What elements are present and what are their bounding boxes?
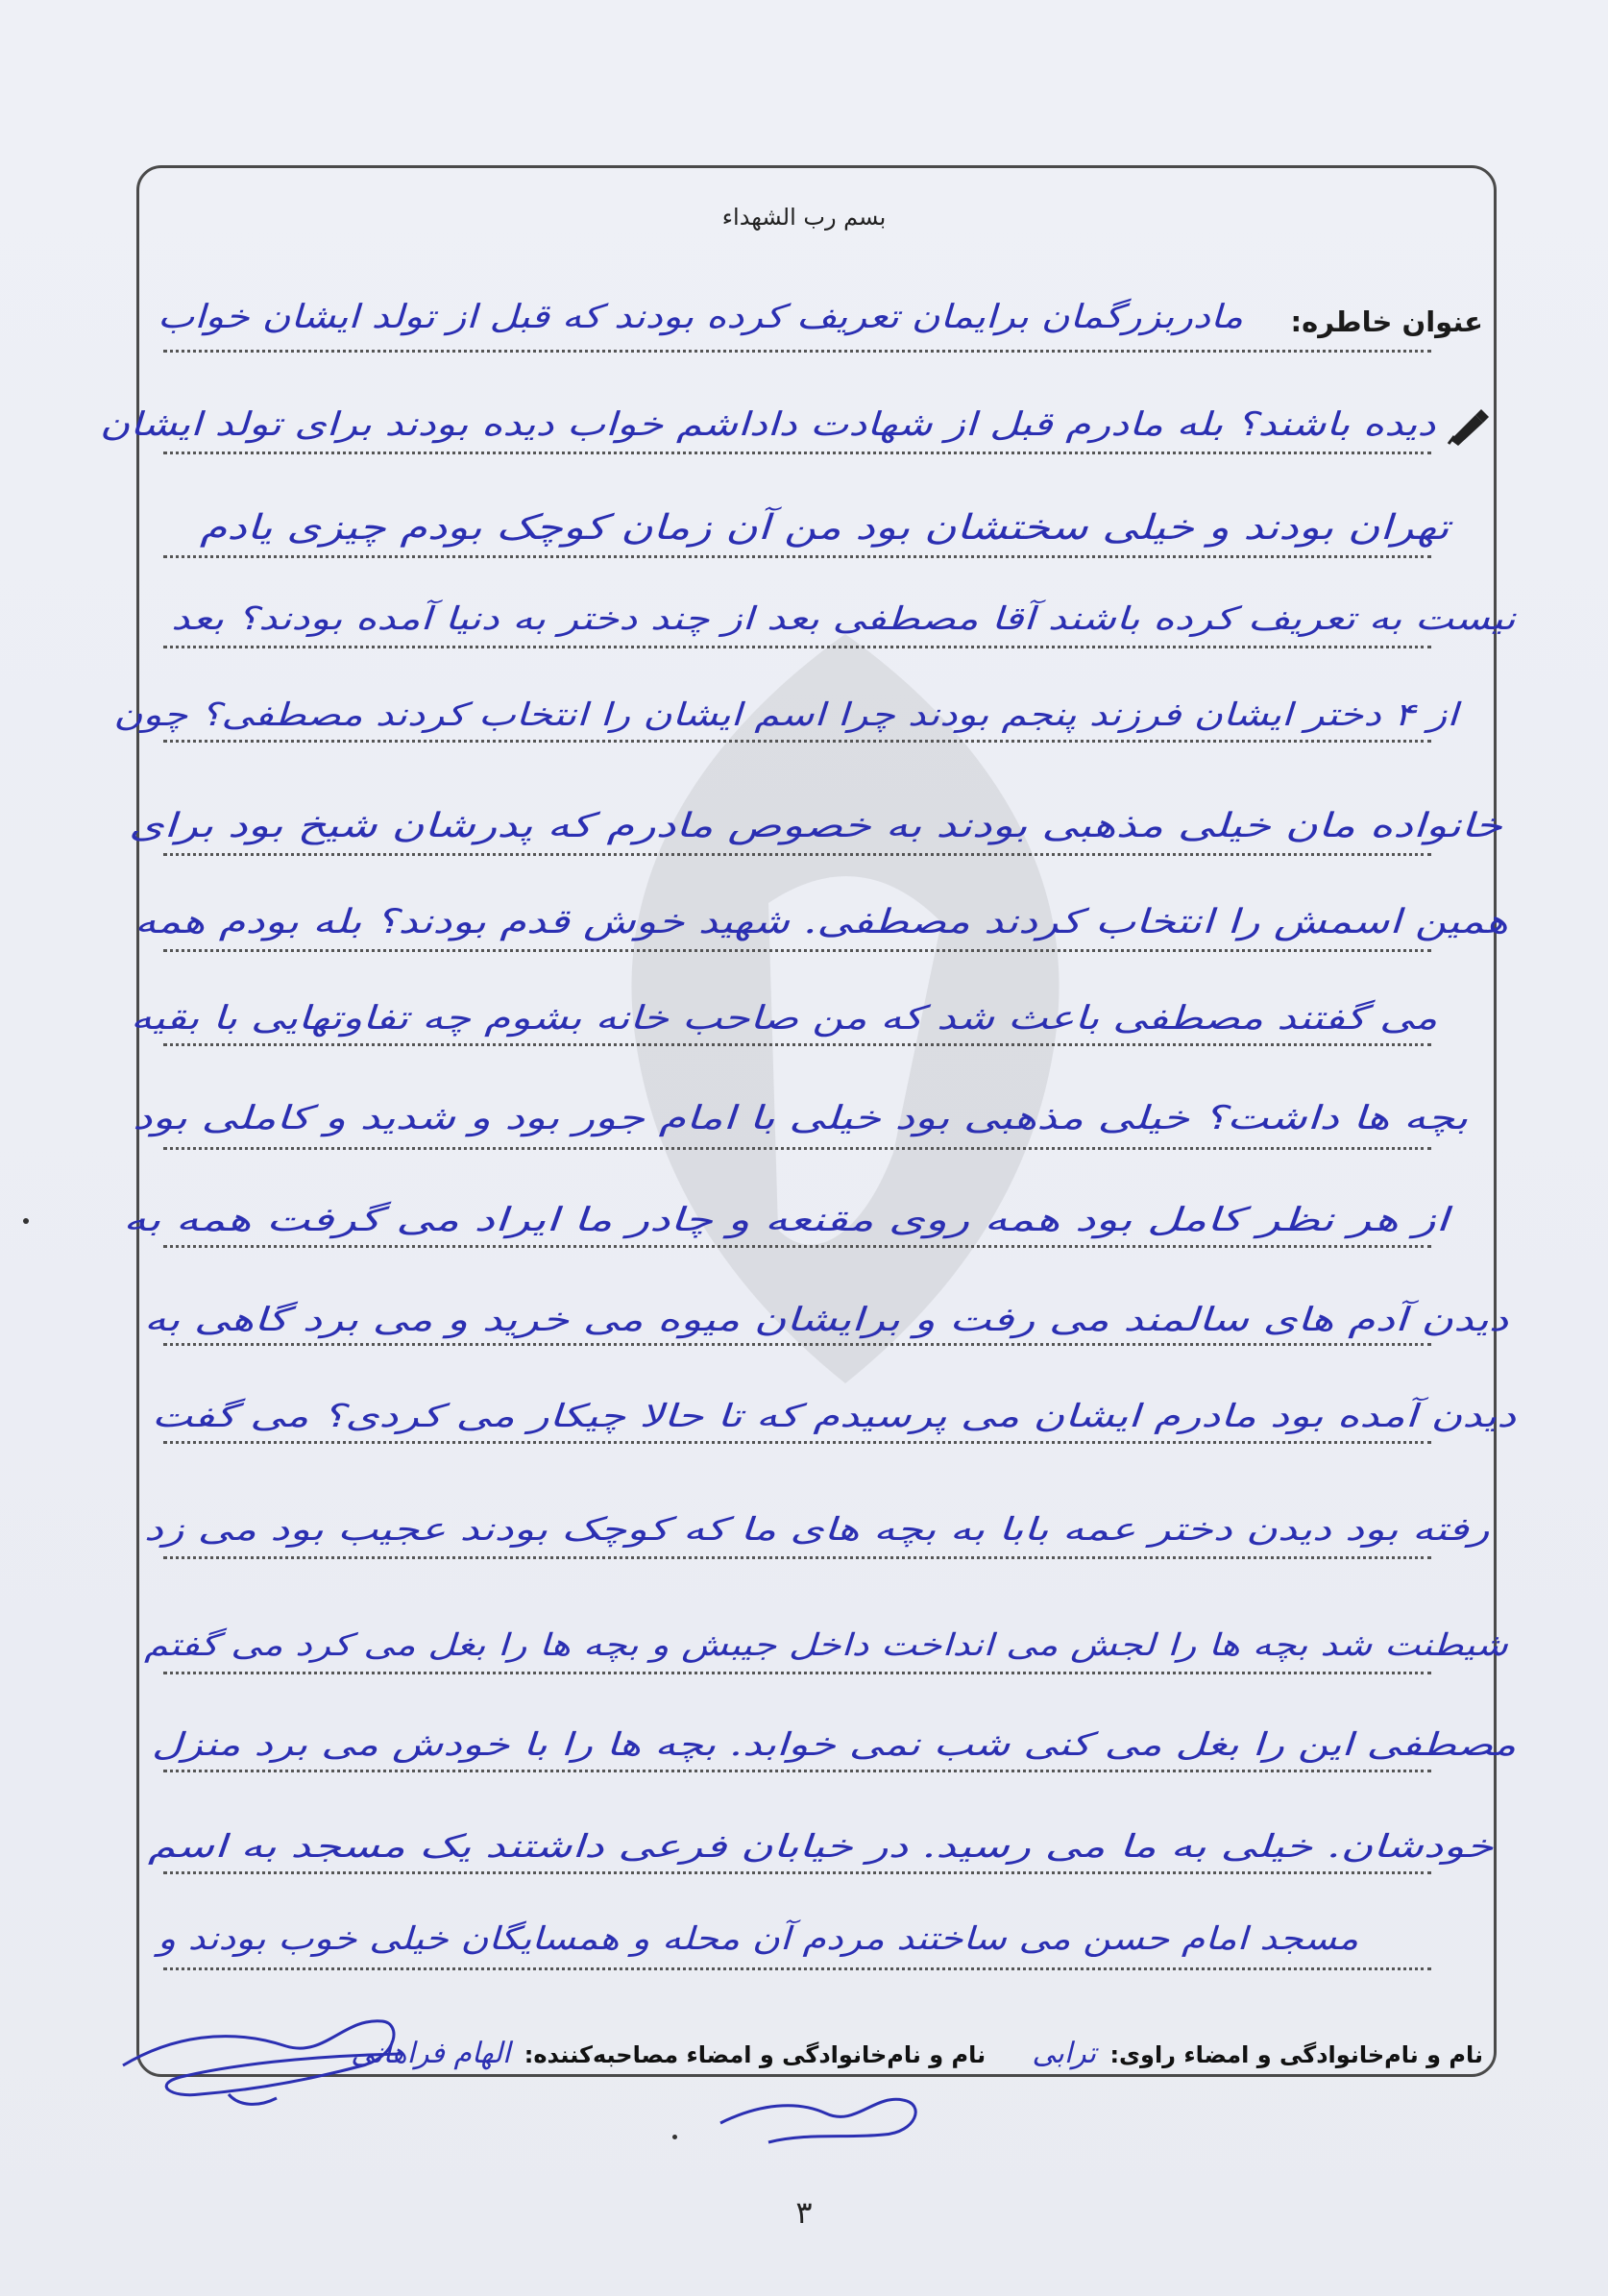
interviewer-label: نام و نام‌خانوادگی و امضاء مصاحبه‌کننده: [524,2041,987,2068]
basmala-heading: بسم رب الشهداء [721,204,887,231]
handwritten-line: از ۴ دختر ایشان فرزند پنجم بودند چرا اسم ایشان را انتخاب کردند مصطفی؟ چون [113,696,1458,733]
paper-speck [672,2135,677,2139]
paper-speck [23,1218,29,1224]
handwritten-line: دیده باشند؟ بله مادرم قبل از شهادت داداشم خواب دیده بودند برای تولد ایشان [99,405,1435,444]
signature-scribble-left [113,1998,430,2113]
handwritten-line: رفته بود دیدن دختر عمه بابا به بچه های ما که کوچک بودند عجیب بود می زد [143,1510,1489,1548]
handwritten-line: مسجد امام حسن می ساختند مردم آن محله و همسایگان خیلی خوب بودند و [157,1919,1358,1957]
handwritten-line: مصطفی این را بغل می کنی شب نمی خوابد. بچه ها را با خودش می برد منزل [151,1725,1516,1763]
writing-line [163,1556,1431,1559]
writing-line [163,555,1431,558]
writing-line [163,1245,1431,1248]
writing-line [163,1147,1431,1150]
narrator-name: ترابی [1032,2037,1097,2070]
handwritten-line: دیدن آدم های سالمند می رفت و برایشان میوه می خرید و می برد گاهی به [143,1301,1508,1339]
writing-line [163,1770,1431,1772]
memory-title-label: عنوان خاطره: [1290,305,1483,338]
writing-line [163,1967,1431,1970]
handwritten-line: می گفتند مصطفی باعث شد که من صاحب خانه بشوم چه تفاوتهایی با بقیه [130,999,1437,1038]
handwritten-line: همین اسمش را انتخاب کردند مصطفی. شهید خوش قدم بودند؟ بله بودم همه [134,903,1508,941]
pen-icon [1447,407,1491,446]
handwritten-line: مادربزرگمان برایمان تعریف کرده بودند که قبل از تولد ایشان خواب [157,298,1243,336]
writing-line [163,1043,1431,1046]
narrator-label: نام و نام‌خانوادگی و امضاء راوی: [1109,2041,1483,2068]
writing-line [163,949,1431,952]
page-number: ٣ [795,2194,813,2231]
handwritten-line: بچه ها داشت؟ خیلی مذهبی بود خیلی با امام جور بود و شدید و کاملی بود [132,1099,1468,1137]
handwritten-line: خانواده مان خیلی مذهبی بودند به خصوص مادرم که پدرشان شیخ بود برای [129,807,1502,845]
handwritten-line: خودشان. خیلی به ما می رسید. در خیابان فرعی داشتند یک مسجد به اسم [147,1827,1493,1865]
interviewer-name: الهام فراهانی [351,2037,511,2070]
writing-line [163,740,1431,743]
handwritten-line: دیدن آمده بود مادرم ایشان می پرسیدم که تا حالا چیکار می کردی؟ می گفت [151,1397,1516,1434]
handwritten-line: از هر نظر کامل بود همه روی مقنعه و چادر ما ایراد می گرفت همه به [123,1201,1449,1239]
writing-line [163,1871,1431,1874]
writing-line [163,853,1431,856]
writing-line [163,1672,1431,1674]
handwritten-line: شیطنت شد بچه ها را لجش می انداخت داخل جیبش و بچه ها را بغل می کرد می گفتم [144,1626,1508,1663]
handwritten-line: تهران بودند و خیلی سختشان بود من آن زمان کوچک بودم چیزی یادم [199,508,1449,548]
writing-line [163,350,1431,353]
handwritten-line: نیست به تعریف کرده باشند آقا مصطفی بعد از چند دختر به دنیا آمده بودند؟ بعد [171,599,1516,637]
writing-line [163,646,1431,648]
signature-scribble-right [711,2065,961,2152]
writing-line [163,1441,1431,1444]
writing-line [163,452,1431,454]
writing-line [163,1343,1431,1346]
